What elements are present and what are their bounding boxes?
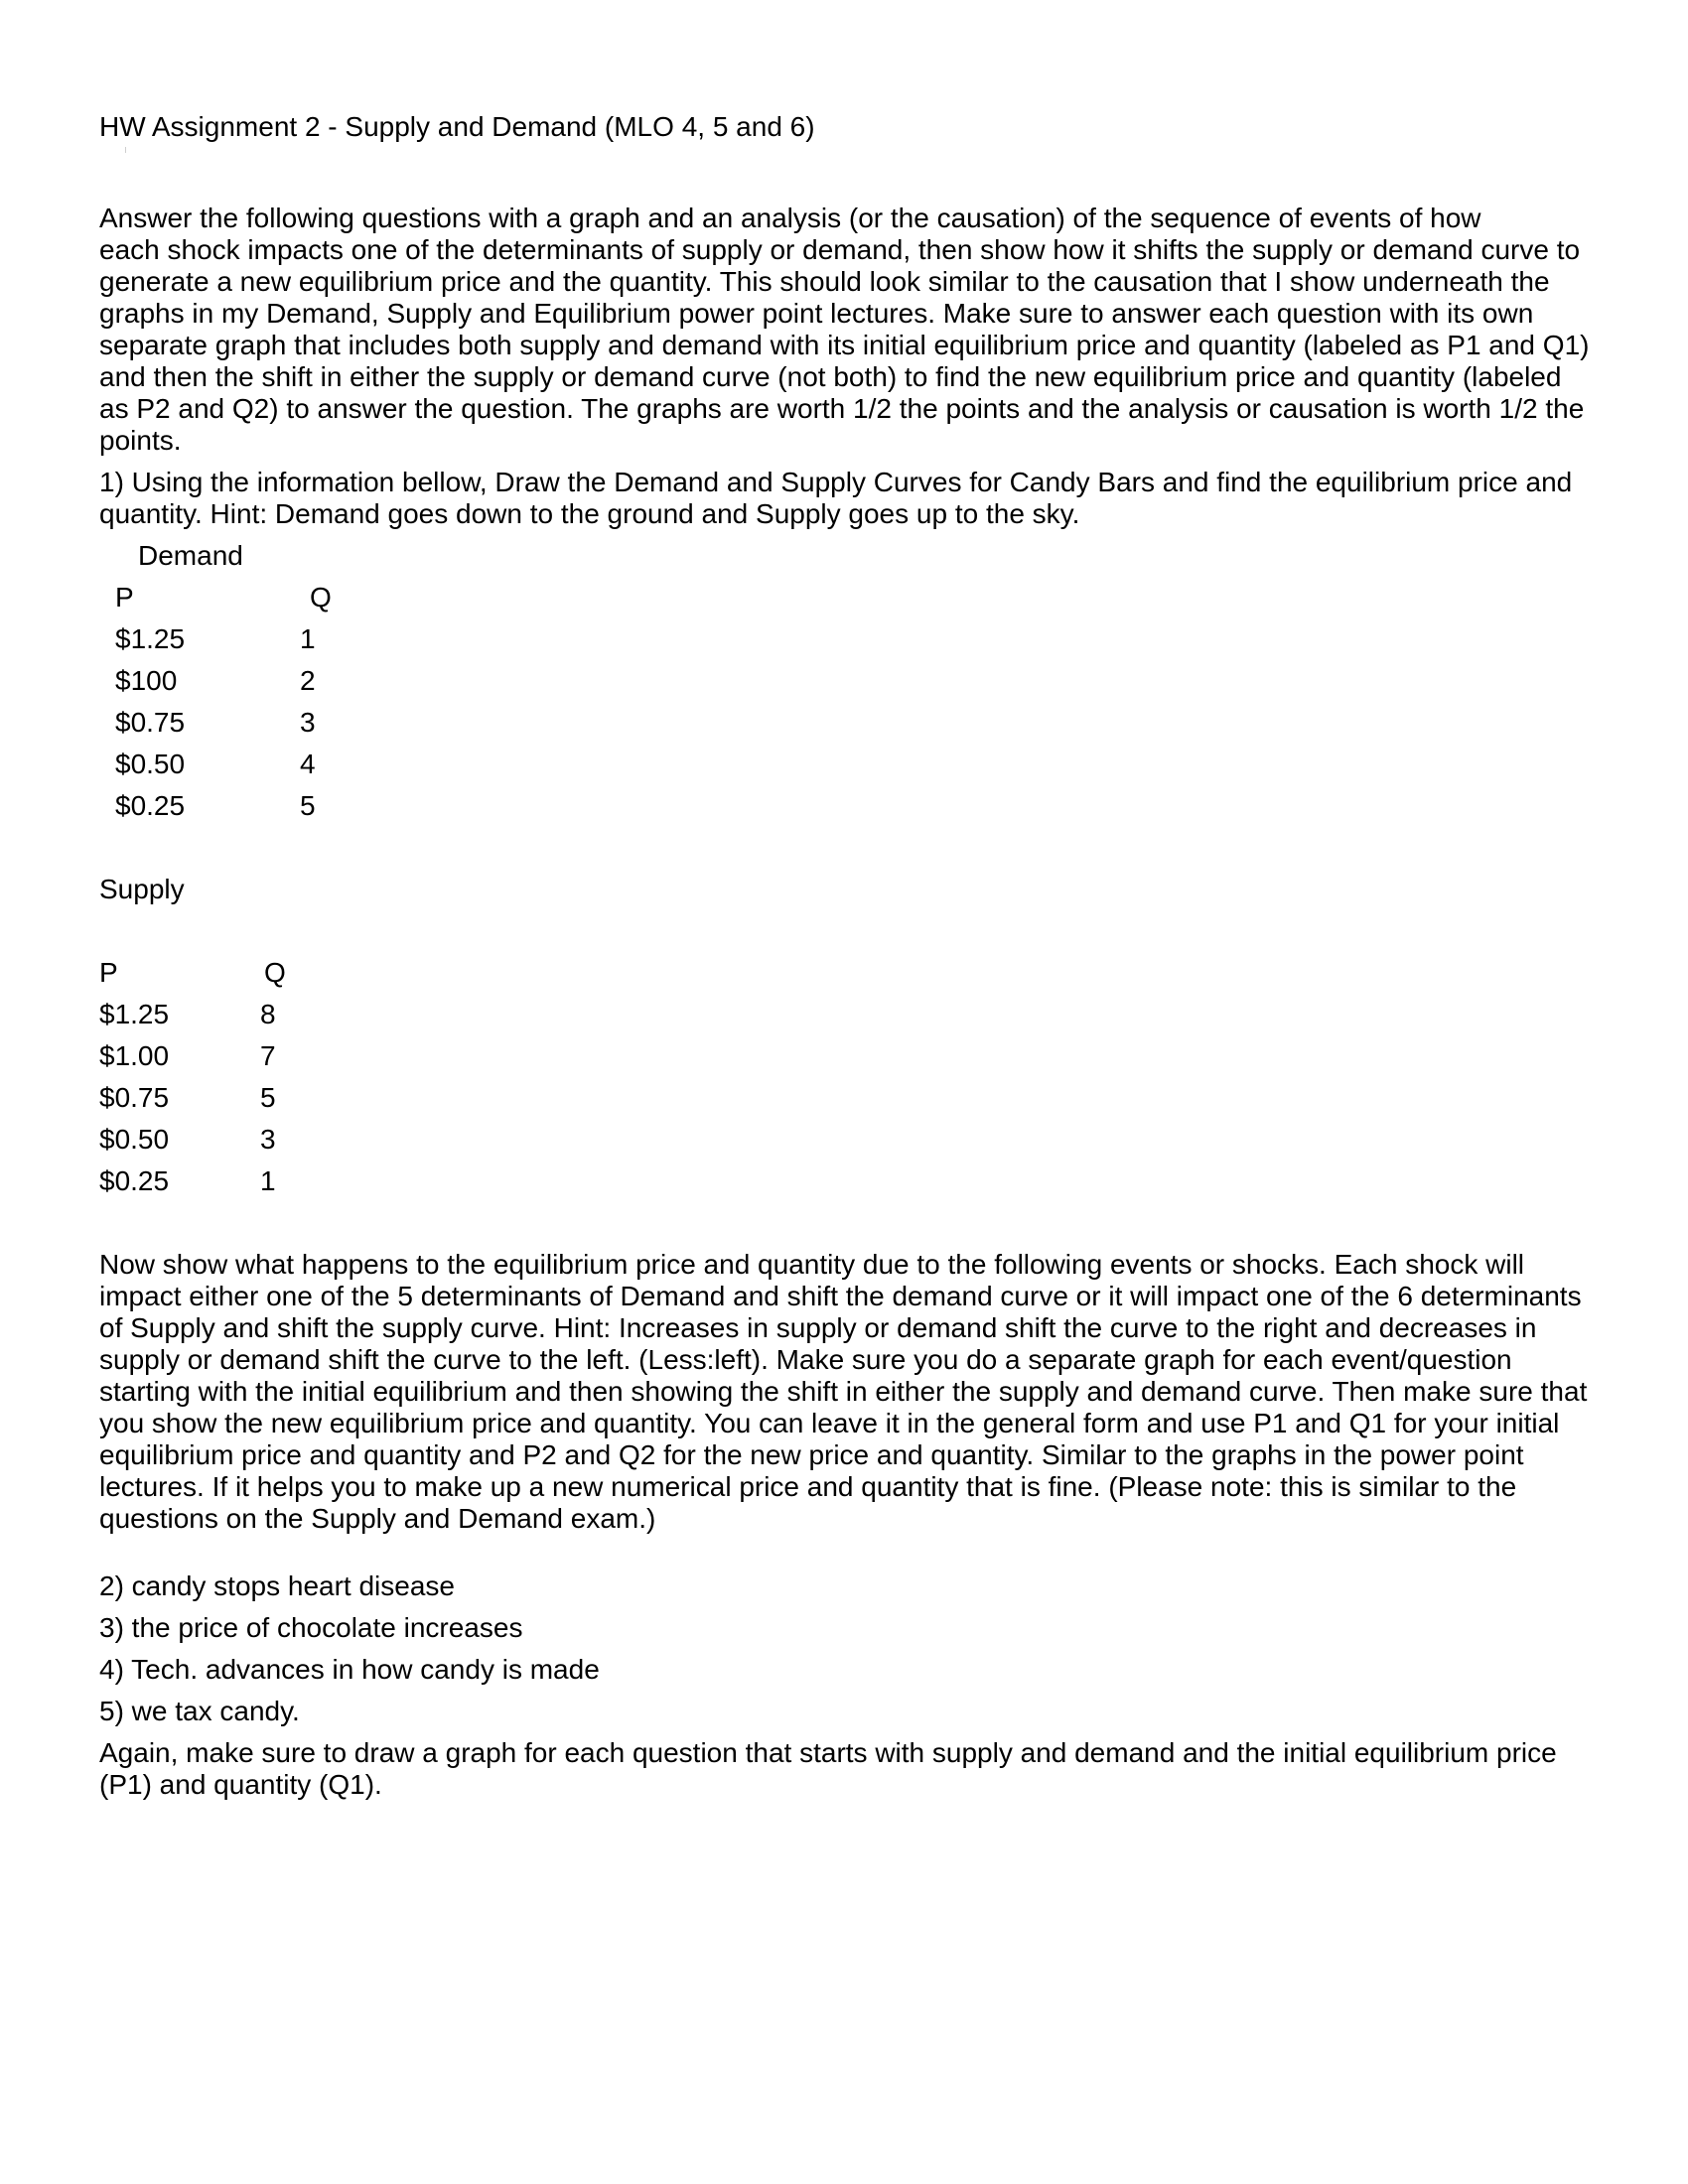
intro-line: graphs in my Demand, Supply and Equilibrium power point lectures. Make sure to answer each question with its own <box>99 298 1534 329</box>
shocks-intro-line: lectures. If it helps you to make up a new numerical price and quantity that is fine. (Please note: this is similar to the <box>99 1471 1517 1502</box>
demand-price: $100 <box>115 665 178 696</box>
shocks-intro-line: Now show what happens to the equilibrium price and quantity due to the following events or shocks. Each shock will <box>99 1249 1525 1280</box>
supply-label: Supply <box>99 874 185 904</box>
supply-header-p: P <box>99 957 118 988</box>
shocks-intro-line: equilibrium price and quantity and P2 and Q2 for the new price and quantity. Similar to the graphs in the power point <box>99 1439 1524 1470</box>
demand-price: $0.75 <box>115 707 186 738</box>
supply-quantity: 3 <box>260 1124 276 1155</box>
supply-quantity: 1 <box>260 1165 276 1196</box>
closing-line: Again, make sure to draw a graph for each question that starts with supply and demand and the initial equilibrium price <box>99 1737 1557 1768</box>
intro-line: Answer the following questions with a graph and an analysis (or the causation) of the sequence of events of how <box>99 203 1481 233</box>
supply-price: $1.25 <box>99 999 170 1029</box>
intro-line: as P2 and Q2) to answer the question. The graphs are worth 1/2 the points and the analysis or causation is worth 1/2 the <box>99 393 1585 424</box>
question-1-line: quantity. Hint: Demand goes down to the ground and Supply goes up to the sky. <box>99 498 1080 529</box>
question-1-line: 1) Using the information bellow, Draw the Demand and Supply Curves for Candy Bars and find the equilibrium price and <box>99 467 1573 497</box>
shocks-intro-line: of Supply and shift the supply curve. Hint: Increases in supply or demand shift the curve to the right and decreases in <box>99 1312 1537 1343</box>
demand-quantity: 3 <box>300 707 316 738</box>
shocks-intro-paragraph <box>99 1249 1589 1535</box>
cursor-mark <box>125 147 126 153</box>
supply-price: $0.50 <box>99 1124 170 1155</box>
demand-label: Demand <box>138 540 243 571</box>
supply-quantity: 5 <box>260 1082 276 1113</box>
shocks-intro-line: you show the new equilibrium price and quantity. You can leave it in the general form and use P1 and Q1 for your initial <box>99 1408 1560 1438</box>
demand-price: $0.50 <box>115 749 186 779</box>
question-1 <box>99 467 1589 530</box>
demand-price: $0.25 <box>115 790 186 821</box>
demand-quantity: 5 <box>300 790 316 821</box>
supply-quantity: 8 <box>260 999 276 1029</box>
demand-header-p: P <box>115 582 134 613</box>
shocks-intro-line: impact either one of the 5 determinants of Demand and shift the demand curve or it will impact one of the 6 determinants <box>99 1281 1582 1311</box>
intro-line: each shock impacts one of the determinants of supply or demand, then show how it shifts the supply or demand curve to <box>99 234 1581 265</box>
closing-line: (P1) and quantity (Q1). <box>99 1769 382 1800</box>
shocks-intro-line: supply or demand shift the curve to the left. (Less:left). Make sure you do a separate graph for each event/question <box>99 1344 1512 1375</box>
supply-header-q: Q <box>264 957 286 988</box>
supply-price: $0.75 <box>99 1082 170 1113</box>
supply-price: $0.25 <box>99 1165 170 1196</box>
demand-quantity: 4 <box>300 749 316 779</box>
demand-price: $1.25 <box>115 623 186 654</box>
demand-quantity: 2 <box>300 665 316 696</box>
question-4: 4) Tech. advances in how candy is made <box>99 1654 600 1685</box>
demand-quantity: 1 <box>300 623 316 654</box>
intro-line: separate graph that includes both supply and demand with its initial equilibrium price and quantity (labeled as P1 and Q1) <box>99 330 1590 360</box>
supply-quantity: 7 <box>260 1040 276 1071</box>
intro-line: and then the shift in either the supply or demand curve (not both) to find the new equilibrium price and quantity (labeled <box>99 361 1562 392</box>
question-2: 2) candy stops heart disease <box>99 1570 455 1601</box>
intro-line: generate a new equilibrium price and the quantity. This should look similar to the causation that I show underneath the <box>99 266 1550 297</box>
intro-paragraph <box>99 203 1589 457</box>
question-3: 3) the price of chocolate increases <box>99 1612 523 1643</box>
shocks-intro-line: questions on the Supply and Demand exam.) <box>99 1503 656 1534</box>
supply-price: $1.00 <box>99 1040 170 1071</box>
closing-paragraph <box>99 1737 1589 1801</box>
shocks-intro-line: starting with the initial equilibrium and then showing the shift in either the supply and demand curve. Then make sure that <box>99 1376 1588 1407</box>
question-5: 5) we tax candy. <box>99 1696 300 1726</box>
demand-header-q: Q <box>310 582 332 613</box>
intro-line: points. <box>99 425 182 456</box>
page-title: HW Assignment 2 - Supply and Demand (MLO 4, 5 and 6) <box>99 111 815 142</box>
